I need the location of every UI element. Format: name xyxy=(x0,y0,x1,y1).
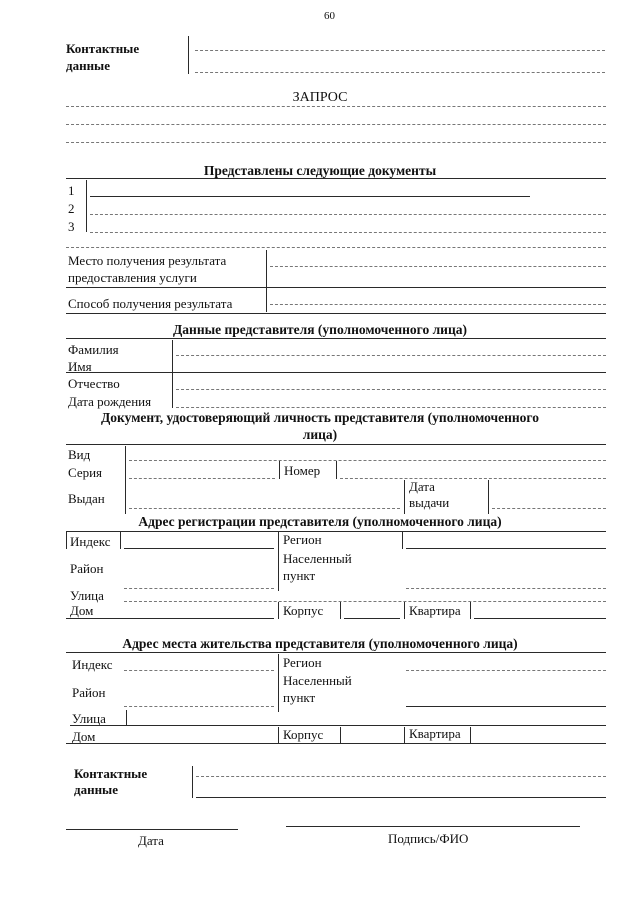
live-street-label: Улица xyxy=(72,711,106,726)
birth-date-label: Дата рождения xyxy=(68,394,152,409)
issue-date-label-line2: выдачи xyxy=(409,495,450,510)
reg-apartment-label: Квартира xyxy=(409,603,461,618)
request-title: ЗАПРОС xyxy=(292,90,348,105)
contact-divider xyxy=(188,36,189,74)
document-number-label: Номер xyxy=(284,463,321,478)
reg-region-field[interactable] xyxy=(406,548,606,549)
document-item-2-field[interactable] xyxy=(90,214,606,215)
representative-heading: Данные представителя (уполномоченного лица) xyxy=(173,322,467,337)
result-middle-line xyxy=(66,287,606,288)
result-place-label-line2: предоставления услуги xyxy=(68,270,197,285)
contact-label-line2: данные xyxy=(66,58,110,73)
live-locality-label-line2: пункт xyxy=(283,690,316,705)
reg-address-top-line xyxy=(66,531,606,532)
contact-field-bottom[interactable] xyxy=(196,776,606,777)
result-method-field[interactable] xyxy=(270,304,606,305)
document-series-field[interactable] xyxy=(129,478,275,479)
live-region-label: Регион xyxy=(283,655,322,670)
reg-index-field[interactable] xyxy=(124,548,274,549)
documents-top-line xyxy=(66,178,606,179)
documents-bottom-line xyxy=(66,247,606,248)
document-item-2-number: 2 xyxy=(68,201,75,216)
issue-date-label-line1: Дата xyxy=(409,479,435,494)
number-divider-right xyxy=(336,461,337,479)
reg-address-heading: Адрес регистрации представителя (уполномоченного лица) xyxy=(138,514,502,529)
reg-middle-divider xyxy=(278,531,279,591)
representative-top-line xyxy=(66,338,606,339)
live-house-label: Дом xyxy=(72,729,96,744)
contact-label-line1: Контактные xyxy=(66,41,140,56)
live-district-label: Район xyxy=(72,685,106,700)
result-place-label-line1: Место получения результата xyxy=(68,253,227,268)
reg-locality-field[interactable] xyxy=(406,588,606,589)
live-building-divider-right xyxy=(340,727,341,744)
live-apartment-divider-left xyxy=(404,727,405,744)
documents-heading: Представлены следующие документы xyxy=(203,163,437,178)
live-region-field[interactable] xyxy=(406,670,606,671)
reg-region-label: Регион xyxy=(283,532,322,547)
signature-line[interactable] xyxy=(286,826,580,827)
reg-building-divider-left xyxy=(278,602,279,619)
signature-label: Подпись/ФИО xyxy=(388,831,469,846)
live-index-field[interactable] xyxy=(124,670,274,671)
reg-locality-label-line2: пункт xyxy=(283,568,316,583)
reg-street-field[interactable] xyxy=(124,601,606,602)
patronymic-label: Отчество xyxy=(68,376,120,391)
live-district-field[interactable] xyxy=(124,706,274,707)
contact-bottom-label-line2: данные xyxy=(74,782,118,797)
contact-bottom-label-line1: Контактные xyxy=(74,766,148,781)
document-type-label: Вид xyxy=(68,447,91,462)
live-street-divider xyxy=(126,710,127,726)
live-address-top-line xyxy=(66,652,606,653)
date-label: Дата xyxy=(138,833,164,848)
request-line-1[interactable] xyxy=(66,106,606,107)
reg-index-divider xyxy=(120,531,121,549)
reg-apartment-divider-left xyxy=(404,602,405,619)
reg-district-label: Район xyxy=(70,561,104,576)
live-address-heading: Адрес места жительства представителя (уполномоченного лица) xyxy=(122,636,518,651)
reg-building-field[interactable] xyxy=(344,618,400,619)
issue-date-divider-left xyxy=(404,480,405,514)
contact-bottom-divider xyxy=(192,766,193,798)
live-building-label: Корпус xyxy=(283,727,324,742)
id-document-heading-line1: Документ, удостоверяющий личность представителя (уполномоченного xyxy=(101,410,539,425)
live-apartment-label: Квартира xyxy=(409,726,461,741)
reg-street-label: Улица xyxy=(70,588,104,603)
date-signature-line[interactable] xyxy=(66,829,238,830)
request-line-3[interactable] xyxy=(66,142,606,143)
surname-field[interactable] xyxy=(176,355,606,356)
reg-building-divider-right xyxy=(340,602,341,619)
document-item-3-field[interactable] xyxy=(90,232,606,233)
number-divider-left xyxy=(279,461,280,479)
live-locality-field[interactable] xyxy=(406,706,606,707)
live-building-divider-left xyxy=(278,727,279,744)
id-document-top-line xyxy=(66,444,606,445)
document-number-field[interactable] xyxy=(340,478,606,479)
contact-field-top-2[interactable] xyxy=(195,72,605,73)
result-bottom-line xyxy=(66,313,606,314)
reg-house-field[interactable] xyxy=(66,618,274,619)
live-street-field[interactable] xyxy=(70,725,606,726)
reg-apartment-divider-right xyxy=(470,602,471,619)
result-method-label: Способ получения результата xyxy=(68,296,233,311)
document-issued-field[interactable] xyxy=(129,508,400,509)
document-item-3-number: 3 xyxy=(68,219,75,234)
document-type-field[interactable] xyxy=(129,460,606,461)
document-item-1-field[interactable] xyxy=(90,196,530,197)
live-locality-label-line1: Населенный xyxy=(283,673,352,688)
request-line-2[interactable] xyxy=(66,124,606,125)
reg-index-left-border xyxy=(66,531,67,549)
page-number: 60 xyxy=(324,10,335,22)
contact-field-top[interactable] xyxy=(195,50,605,51)
result-divider xyxy=(266,250,267,312)
name-field[interactable] xyxy=(66,372,606,373)
live-middle-divider xyxy=(278,654,279,712)
live-index-label: Индекс xyxy=(72,657,113,672)
reg-index-label: Индекс xyxy=(70,534,111,549)
result-place-field[interactable] xyxy=(270,266,606,267)
document-series-label: Серия xyxy=(68,465,103,480)
reg-region-divider xyxy=(402,531,403,549)
live-house-field[interactable] xyxy=(66,743,606,744)
documents-number-divider xyxy=(86,180,87,232)
reg-district-field[interactable] xyxy=(124,588,274,589)
document-item-1-number: 1 xyxy=(68,183,75,198)
patronymic-field[interactable] xyxy=(176,389,606,390)
issue-date-field[interactable] xyxy=(492,508,606,509)
id-document-heading-line2: лица) xyxy=(302,427,338,442)
issue-date-divider-right xyxy=(488,480,489,514)
representative-divider xyxy=(172,340,173,408)
reg-apartment-field[interactable] xyxy=(474,618,606,619)
surname-label: Фамилия xyxy=(68,342,119,357)
live-apartment-divider-right xyxy=(470,727,471,744)
birth-date-field[interactable] xyxy=(176,407,606,408)
name-label: Имя xyxy=(68,359,92,374)
reg-house-label: Дом xyxy=(70,603,94,618)
reg-locality-label-line1: Населенный xyxy=(283,551,352,566)
contact-field-bottom-2[interactable] xyxy=(196,797,606,798)
id-document-divider xyxy=(125,446,126,514)
document-issued-label: Выдан xyxy=(68,491,105,506)
reg-building-label: Корпус xyxy=(283,603,324,618)
